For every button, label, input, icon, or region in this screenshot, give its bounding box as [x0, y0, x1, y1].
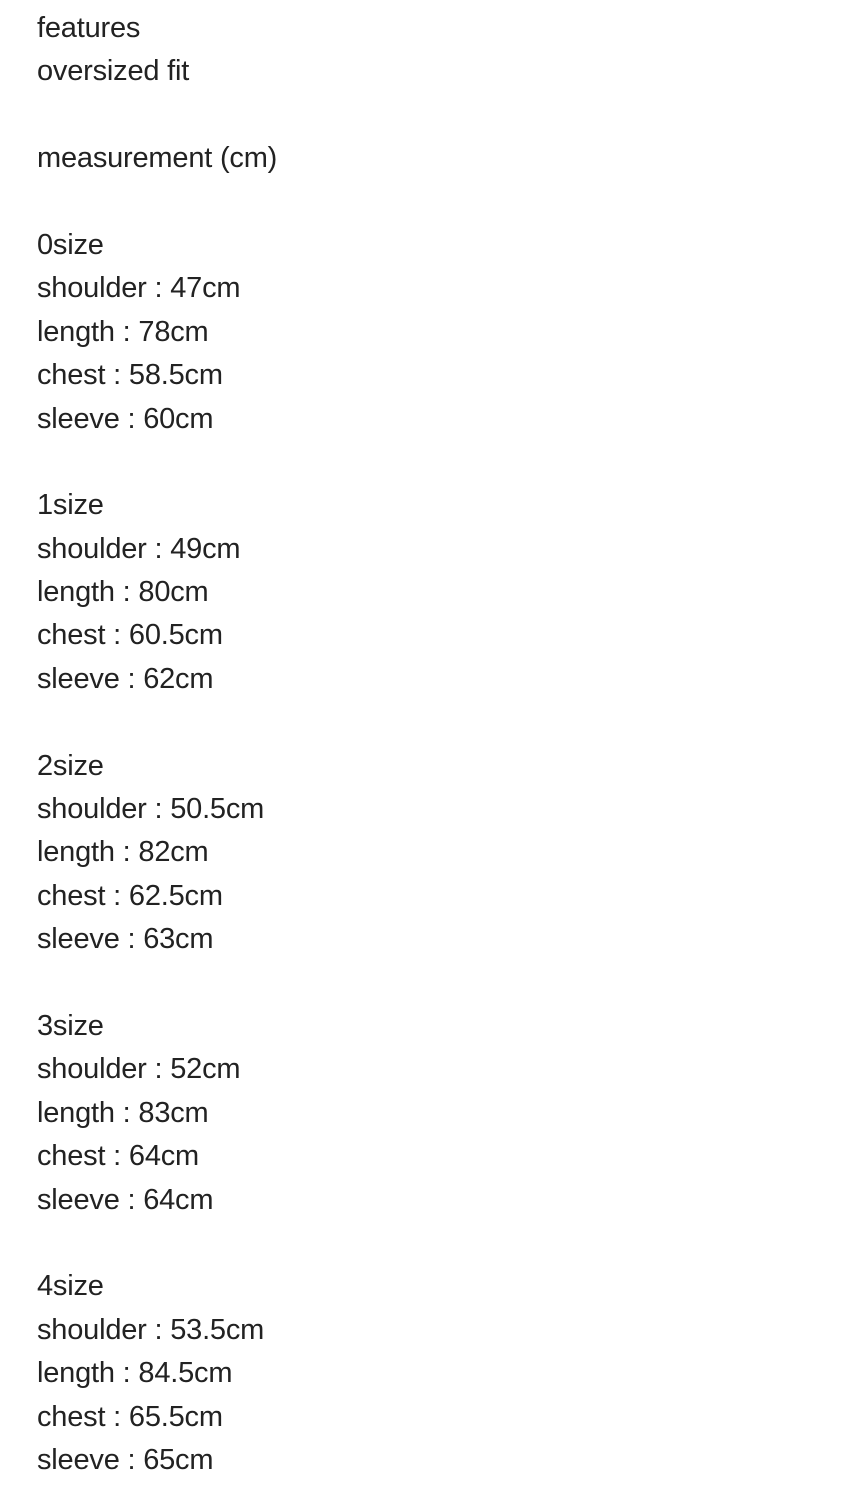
size-block-2: [37, 745, 863, 962]
sleeve-measurement: sleeve : 64cm: [37, 1183, 214, 1216]
length-measurement: length : 80cm: [37, 576, 209, 609]
chest-measurement: chest : 58.5cm: [37, 359, 223, 392]
length-measurement: length : 82cm: [37, 836, 209, 869]
chest-measurement: chest : 64cm: [37, 1140, 199, 1173]
sleeve-measurement: sleeve : 63cm: [37, 923, 214, 956]
size-block-4: [37, 1265, 863, 1482]
shoulder-measurement: shoulder : 49cm: [37, 532, 241, 565]
size-name: 4size: [37, 1270, 104, 1303]
size-name: 2size: [37, 749, 104, 782]
blank-line: [37, 962, 863, 1005]
sleeve-measurement: sleeve : 60cm: [37, 402, 214, 435]
sleeve-measurement: sleeve : 65cm: [37, 1443, 214, 1476]
blank-line: [37, 701, 863, 744]
size-name: 0size: [37, 228, 104, 261]
blank-line: [37, 94, 863, 137]
measurement-title: measurement (cm): [37, 142, 278, 175]
size-name: 1size: [37, 489, 104, 522]
size-block-0: [37, 224, 863, 441]
shoulder-measurement: shoulder : 47cm: [37, 272, 241, 305]
chest-measurement: chest : 62.5cm: [37, 879, 223, 912]
blank-line: [37, 441, 863, 484]
size-block-3: [37, 1005, 863, 1222]
shoulder-measurement: shoulder : 52cm: [37, 1053, 241, 1086]
features-value: oversized fit: [37, 55, 190, 88]
size-name: 3size: [37, 1009, 104, 1042]
sleeve-measurement: sleeve : 62cm: [37, 662, 214, 695]
size-block-1: [37, 484, 863, 701]
shoulder-measurement: shoulder : 53.5cm: [37, 1313, 265, 1346]
length-measurement: length : 83cm: [37, 1096, 209, 1129]
length-measurement: length : 78cm: [37, 315, 209, 348]
chest-measurement: chest : 65.5cm: [37, 1400, 223, 1433]
chest-measurement: chest : 60.5cm: [37, 619, 223, 652]
blank-line: [37, 181, 863, 224]
blank-line: [37, 1222, 863, 1265]
features-label: features: [37, 12, 141, 44]
shoulder-measurement: shoulder : 50.5cm: [37, 793, 265, 826]
length-measurement: length : 84.5cm: [37, 1357, 233, 1390]
